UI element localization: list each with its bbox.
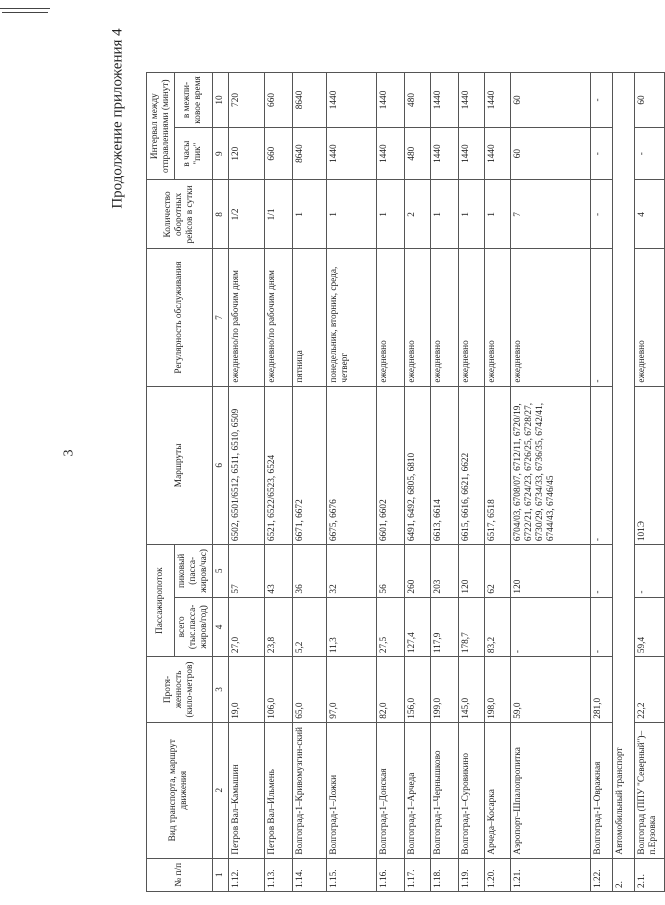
row-number: 2. [612, 858, 634, 891]
interval-offpeak: 660 [264, 73, 292, 128]
route-numbers: 6601, 6602 [376, 386, 404, 545]
regularity: понедельник, вторник, среда, четверг [326, 249, 376, 386]
interval-peak: 480 [404, 127, 430, 179]
interval-offpeak: 60 [510, 73, 590, 128]
route-length: 145,0 [458, 657, 484, 723]
regularity: - [590, 249, 612, 386]
interval-offpeak: 1440 [430, 73, 458, 128]
trips: 1 [430, 180, 458, 249]
interval-peak: 8640 [292, 127, 326, 179]
regularity: ежедневно [376, 249, 404, 386]
row-number: 1.19. [458, 858, 484, 891]
header-flow: Пассажиропоток [147, 545, 175, 657]
flow-peak: 62 [484, 545, 510, 597]
column-number: 9 [212, 127, 228, 179]
row-number: 1.16. [376, 858, 404, 891]
row-number: 1.15. [326, 858, 376, 891]
table-row [376, 73, 404, 892]
interval-peak: 660 [264, 127, 292, 179]
section-title: Автомобильный транспорт [612, 73, 634, 859]
regularity: пятница [292, 249, 326, 386]
column-number: 2 [212, 722, 228, 858]
row-number: 1.12. [228, 858, 264, 891]
regularity: ежедневно/по рабочим дням [228, 249, 264, 386]
route-numbers: - [590, 386, 612, 545]
regularity: ежедневно/по рабочим дням [264, 249, 292, 386]
regularity: ежедневно [430, 249, 458, 386]
route-length: 106,0 [264, 657, 292, 723]
trips: 1/2 [228, 180, 264, 249]
route-name: Волгоград-1–Чернышково [430, 722, 458, 858]
route-length: 97,0 [326, 657, 376, 723]
interval-peak: - [590, 127, 612, 179]
flow-total: 127,4 [404, 597, 430, 657]
row-number: 1.18. [430, 858, 458, 891]
column-number: 7 [212, 249, 228, 386]
flow-peak: 36 [292, 545, 326, 597]
header-num: № п/п [147, 858, 213, 891]
interval-peak: 1440 [458, 127, 484, 179]
flow-peak: - [590, 545, 612, 597]
corner-rule [0, 8, 50, 9]
row-number: 1.21. [510, 858, 590, 891]
interval-peak: 1440 [484, 127, 510, 179]
route-numbers: 6613, 6614 [430, 386, 458, 545]
regularity: ежедневно [634, 249, 664, 386]
flow-total: 83,2 [484, 597, 510, 657]
route-name: Петров Вал–Ильмень [264, 722, 292, 858]
route-numbers: 6615, 6616, 6621, 6622 [458, 386, 484, 545]
header-route-name: Вид транспорта, маршрут движения [147, 722, 213, 858]
flow-peak: 56 [376, 545, 404, 597]
route-name: Волгоград-1–Кривомузгин-ский [292, 722, 326, 858]
flow-total: 178,7 [458, 597, 484, 657]
row-number: 1.17. [404, 858, 430, 891]
trips: 1 [484, 180, 510, 249]
row-number: 1.14. [292, 858, 326, 891]
row-number: 1.13. [264, 858, 292, 891]
route-numbers: 6517, 6518 [484, 386, 510, 545]
header-routes: Маршруты [147, 386, 213, 545]
row-number: 2.1. [634, 858, 664, 891]
header-regularity: Регулярность обслуживания [147, 249, 213, 386]
row-number: 1.22. [590, 858, 612, 891]
header-interval-offpeak: в межпи-ковое время [175, 73, 213, 128]
table-row [634, 73, 664, 892]
table-row [510, 73, 590, 892]
row-number: 1.20. [484, 858, 510, 891]
column-number: 3 [212, 657, 228, 723]
flow-total: 11,3 [326, 597, 376, 657]
flow-total: 59,4 [634, 597, 664, 657]
route-length: 59,0 [510, 657, 590, 723]
transport-table [146, 72, 665, 892]
appendix-note: Продолжение приложения 4 [109, 27, 126, 209]
flow-total: 5,2 [292, 597, 326, 657]
flow-peak: 43 [264, 545, 292, 597]
corner-rule [2, 12, 48, 13]
flow-peak: 57 [228, 545, 264, 597]
header-interval-peak: в часы "пик" [175, 127, 213, 179]
table-row [612, 73, 634, 892]
route-name: Волгоград-1–Арчеда [404, 722, 430, 858]
regularity: ежедневно [458, 249, 484, 386]
table-row [228, 73, 264, 892]
route-length: 65,0 [292, 657, 326, 723]
route-length: 198,0 [484, 657, 510, 723]
route-name: Петров Вал–Камышин [228, 722, 264, 858]
column-number: 6 [212, 386, 228, 545]
flow-peak: - [634, 545, 664, 597]
route-length: 281,0 [590, 657, 612, 723]
route-name: Волгоград (ППУ "Северный")–п.Ерзовка [634, 722, 664, 858]
trips: 1/1 [264, 180, 292, 249]
interval-peak: 60 [510, 127, 590, 179]
flow-peak: 120 [458, 545, 484, 597]
header-flow-total: всего (тыс.пасса-жиров/год) [175, 597, 213, 657]
interval-offpeak: 720 [228, 73, 264, 128]
flow-total: 23,8 [264, 597, 292, 657]
route-length: 22,2 [634, 657, 664, 723]
page-number: 3 [61, 449, 76, 457]
route-name: Волгоград-1–Овражная [590, 722, 612, 858]
route-name: Аэропорт–Шпалопропитка [510, 722, 590, 858]
flow-peak: 120 [510, 545, 590, 597]
flow-total: 27,5 [376, 597, 404, 657]
route-name: Волгоград-1–Ложки [326, 722, 376, 858]
interval-peak: 1440 [430, 127, 458, 179]
flow-peak: 32 [326, 545, 376, 597]
regularity: ежедневно [510, 249, 590, 386]
interval-peak: - [634, 127, 664, 179]
table-row [404, 73, 430, 892]
trips: 7 [510, 180, 590, 249]
column-number: 8 [212, 180, 228, 249]
route-numbers: 6502, 6501/6512, 6511, 6510, 6509 [228, 386, 264, 545]
route-name: Арчеда–Косарка [484, 722, 510, 858]
flow-total: 117,9 [430, 597, 458, 657]
table-row [430, 73, 458, 892]
table-row [292, 73, 326, 892]
route-name: Волгоград-1–Суровикино [458, 722, 484, 858]
table-row [326, 73, 376, 892]
interval-offpeak: 8640 [292, 73, 326, 128]
trips: 4 [634, 180, 664, 249]
interval-peak: 120 [228, 127, 264, 179]
table-row [458, 73, 484, 892]
route-numbers: 6675, 6676 [326, 386, 376, 545]
route-numbers: 6704/03, 6708/07, 6712/11, 6720/19, 6722/21, 6724/23, 6726/25, 6728/27, 6730/29, 6734/33, 6736/35, 6742/41, 6744/43, 6746/45 [510, 386, 590, 545]
route-length: 82,0 [376, 657, 404, 723]
trips: 1 [458, 180, 484, 249]
interval-offpeak: 60 [634, 73, 664, 128]
interval-offpeak: 1440 [458, 73, 484, 128]
column-number: 1 [212, 858, 228, 891]
route-name: Волгоград-1–Донская [376, 722, 404, 858]
interval-offpeak: - [590, 73, 612, 128]
route-numbers: 6521, 6522/6523, 6524 [264, 386, 292, 545]
flow-total: 27,0 [228, 597, 264, 657]
interval-offpeak: 1440 [326, 73, 376, 128]
table-row [484, 73, 510, 892]
header-trips: Количество оборотных рейсов в сутки [147, 180, 213, 249]
trips: 1 [376, 180, 404, 249]
flow-peak: 260 [404, 545, 430, 597]
header-interval: Интервал между отправлениями (минут) [147, 73, 175, 180]
table-row [590, 73, 612, 892]
interval-offpeak: 1440 [484, 73, 510, 128]
flow-total: - [590, 597, 612, 657]
regularity: ежедневно [404, 249, 430, 386]
column-number: 4 [212, 597, 228, 657]
flow-total: - [510, 597, 590, 657]
route-length: 199,0 [430, 657, 458, 723]
transport-table-page [146, 72, 658, 892]
trips: 2 [404, 180, 430, 249]
trips: 1 [326, 180, 376, 249]
interval-offpeak: 480 [404, 73, 430, 128]
header-length: Протя-женность (кило-метров) [147, 657, 213, 723]
trips: - [590, 180, 612, 249]
route-numbers: 101Э [634, 386, 664, 545]
trips: 1 [292, 180, 326, 249]
flow-peak: 203 [430, 545, 458, 597]
regularity: ежедневно [484, 249, 510, 386]
header-flow-peak: пиковый (пасса-жиров/час) [175, 545, 213, 597]
column-number: 5 [212, 545, 228, 597]
column-number: 10 [212, 73, 228, 128]
table-row [264, 73, 292, 892]
interval-offpeak: 1440 [376, 73, 404, 128]
route-length: 156,0 [404, 657, 430, 723]
route-numbers: 6491, 6492, 6805, 6810 [404, 386, 430, 545]
interval-peak: 1440 [376, 127, 404, 179]
interval-peak: 1440 [326, 127, 376, 179]
route-length: 19,0 [228, 657, 264, 723]
route-numbers: 6671, 6672 [292, 386, 326, 545]
